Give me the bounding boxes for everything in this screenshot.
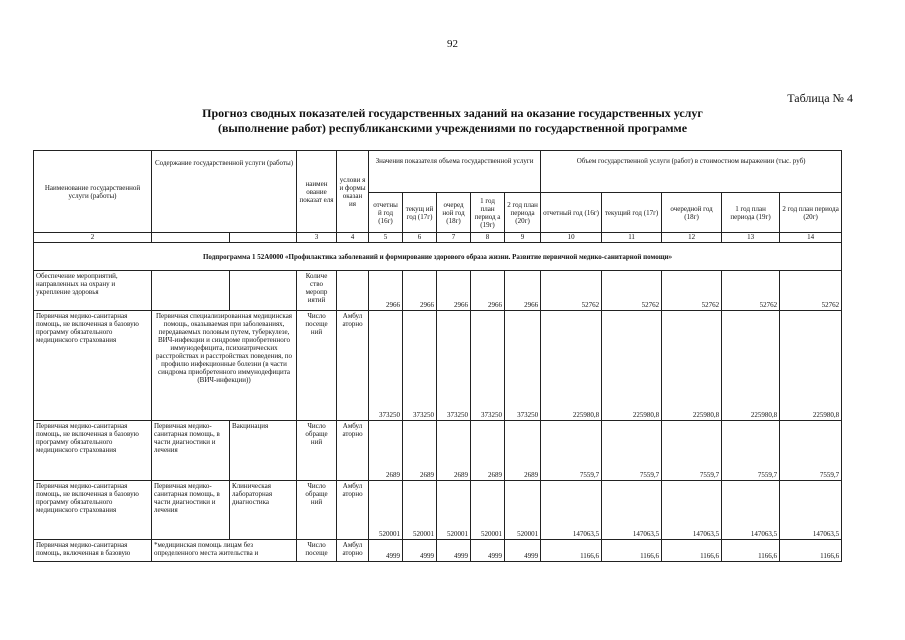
value-cell: 52762 — [662, 271, 722, 311]
col-number: 5 — [369, 233, 403, 243]
value-cell: 520001 — [403, 481, 437, 540]
value-cell: 225980,8 — [722, 311, 780, 421]
value-cell: 2689 — [471, 421, 505, 481]
page-title — [0, 106, 905, 136]
table-row — [34, 421, 842, 481]
header-y20-cost: 2 год план периода (20г) — [780, 193, 842, 233]
service-content: Первичная специализированная медицинская помощь, оказываемая при заболеваниях, передаваемых половым путем, туберкулезе, ВИЧ-инфекции и синдроме приобретенного иммунодефицита, психиатрических расстройствах и расстройствах поведения, по профилю инфекционные болезни (в части синдрома приобретенного иммунодефицита (ВИЧ-инфекции)) — [152, 311, 297, 421]
service-content-detail — [230, 271, 297, 311]
value-cell: 225980,8 — [541, 311, 602, 421]
value-cell: 7559,7 — [662, 421, 722, 481]
value-cell: 2689 — [437, 421, 471, 481]
service-content — [152, 271, 230, 311]
header-y17-volume: текущ ий год (17г) — [403, 193, 437, 233]
value-cell: 225980,8 — [602, 311, 662, 421]
service-content-detail: Вакцинация — [230, 421, 297, 481]
value-cell: 520001 — [369, 481, 403, 540]
value-cell: 225980,8 — [662, 311, 722, 421]
col-number: 10 — [541, 233, 602, 243]
service-name: Первичная медико-санитарная помощь, не включенная в базовую программу обязательного медицинского страхования — [34, 421, 152, 481]
indicator-name: Число посеще — [297, 540, 337, 562]
service-name: Обеспечение мероприятий, направленных на охрану и укрепление здоровья — [34, 271, 152, 311]
value-cell: 2966 — [471, 271, 505, 311]
col-number: 7 — [437, 233, 471, 243]
col-number: 4 — [337, 233, 369, 243]
value-cell: 4999 — [403, 540, 437, 562]
col-number: 11 — [602, 233, 662, 243]
value-cell: 147063,5 — [602, 481, 662, 540]
header-y18-volume: очеред ной год (18г) — [437, 193, 471, 233]
value-cell: 7559,7 — [722, 421, 780, 481]
header-y17-cost: текущий год (17г) — [602, 193, 662, 233]
value-cell: 7559,7 — [541, 421, 602, 481]
value-cell: 2689 — [403, 421, 437, 481]
table-row — [34, 540, 842, 562]
title-line-1: Прогноз сводных показателей государственных заданий на оказание государственных услуг — [202, 106, 703, 120]
value-cell: 1166,6 — [780, 540, 842, 562]
value-cell: 520001 — [437, 481, 471, 540]
header-y16-volume: отчетны й год (16г) — [369, 193, 403, 233]
header-conditions: услови я и формы оказан ия — [337, 151, 369, 233]
value-cell: 4999 — [437, 540, 471, 562]
col-number: 6 — [403, 233, 437, 243]
value-cell: 2689 — [505, 421, 541, 481]
value-cell: 1166,6 — [602, 540, 662, 562]
value-cell: 52762 — [780, 271, 842, 311]
table-row — [34, 481, 842, 540]
conditions: Амбул аторно — [337, 540, 369, 562]
conditions: Амбул аторно — [337, 421, 369, 481]
value-cell: 2966 — [505, 271, 541, 311]
col-number — [230, 233, 297, 243]
value-cell: 4999 — [369, 540, 403, 562]
col-number: 14 — [780, 233, 842, 243]
forecast-table — [33, 150, 842, 562]
value-cell: 2966 — [437, 271, 471, 311]
title-line-2: (выполнение работ) республиканскими учреждениями по государственной программе — [217, 121, 688, 135]
header-y20-volume: 2 год план периода (20г) — [505, 193, 541, 233]
col-number — [152, 233, 230, 243]
value-cell: 52762 — [722, 271, 780, 311]
service-name: Первичная медико-санитарная помощь, включенная в базовую — [34, 540, 152, 562]
value-cell: 373250 — [369, 311, 403, 421]
indicator-name: Число посеще ний — [297, 311, 337, 421]
col-number: 8 — [471, 233, 505, 243]
value-cell: 373250 — [505, 311, 541, 421]
value-cell: 2966 — [369, 271, 403, 311]
service-content-detail: Клиническая лабораторная диагностика — [230, 481, 297, 540]
col-number: 13 — [722, 233, 780, 243]
table-row — [34, 271, 842, 311]
value-cell: 373250 — [403, 311, 437, 421]
value-cell: 52762 — [541, 271, 602, 311]
col-number: 2 — [34, 233, 152, 243]
col-number: 9 — [505, 233, 541, 243]
page-number: 92 — [447, 38, 458, 50]
value-cell: 1166,6 — [722, 540, 780, 562]
conditions — [337, 271, 369, 311]
col-number: 3 — [297, 233, 337, 243]
conditions: Амбул аторно — [337, 481, 369, 540]
service-name: Первичная медико-санитарная помощь, не включенная в базовую программу обязательного медицинского страхования — [34, 311, 152, 421]
value-cell: 520001 — [471, 481, 505, 540]
header-name: Наименование государственной услуги (работы) — [34, 151, 152, 233]
value-cell: 2966 — [403, 271, 437, 311]
table-row — [34, 311, 842, 421]
indicator-name: Количе ство меропр иятий — [297, 271, 337, 311]
header-y16-cost: отчетный год (16г) — [541, 193, 602, 233]
header-volume-group: Значения показателя объема государственной услуги — [369, 151, 541, 193]
header-cost-group: Объем государственной услуги (работ) в стоимостном выражении (тыс. руб) — [541, 151, 842, 193]
value-cell: 7559,7 — [780, 421, 842, 481]
subprogram-heading: Подпрограмма 1 52А0000 «Профилактика заболеваний и формирование здорового образа жизни. Развитие первичной медико-санитарной помощи» — [34, 243, 842, 271]
header-indicator: наимен ование показат еля — [297, 151, 337, 233]
service-name: Первичная медико-санитарная помощь, не включенная в базовую программу обязательного медицинского страхования — [34, 481, 152, 540]
indicator-name: Число обраще ний — [297, 421, 337, 481]
value-cell: 1166,6 — [541, 540, 602, 562]
value-cell: 52762 — [602, 271, 662, 311]
value-cell: 2689 — [369, 421, 403, 481]
indicator-name: Число обраще ний — [297, 481, 337, 540]
conditions: Амбул аторно — [337, 311, 369, 421]
col-number: 12 — [662, 233, 722, 243]
header-y19-cost: 1 год план периода (19г) — [722, 193, 780, 233]
value-cell: 7559,7 — [602, 421, 662, 481]
value-cell: 147063,5 — [662, 481, 722, 540]
service-content: Первичная медико-санитарная помощь, в части диагностики и лечения — [152, 421, 230, 481]
value-cell: 520001 — [505, 481, 541, 540]
value-cell: 373250 — [437, 311, 471, 421]
value-cell: 4999 — [471, 540, 505, 562]
service-content: Первичная медико-санитарная помощь, в части диагностики и лечения — [152, 481, 230, 540]
table-label: Таблица № 4 — [787, 91, 853, 105]
header-content: Содержание государственной услуги (работы) — [152, 151, 297, 233]
value-cell: 1166,6 — [662, 540, 722, 562]
value-cell: 4999 — [505, 540, 541, 562]
value-cell: 147063,5 — [780, 481, 842, 540]
header-y18-cost: очередной год (18г) — [662, 193, 722, 233]
value-cell: 147063,5 — [541, 481, 602, 540]
value-cell: 225980,8 — [780, 311, 842, 421]
header-y19-volume: 1 год план период а (19г) — [471, 193, 505, 233]
value-cell: 373250 — [471, 311, 505, 421]
value-cell: 147063,5 — [722, 481, 780, 540]
service-content: *медицинская помощь лицам без определенного места жительства и — [152, 540, 297, 562]
